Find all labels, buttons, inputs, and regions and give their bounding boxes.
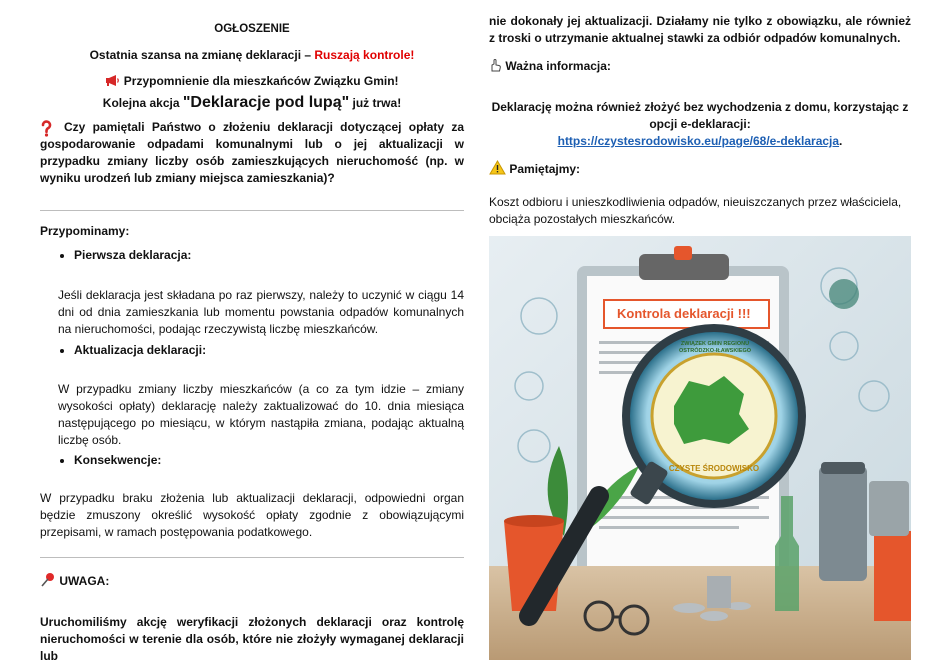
action-line [40,94,464,112]
subtitle-text: Ostatnia szansa na zmianę deklaracji – [89,48,315,62]
separator [40,210,464,211]
para-first: Jeśli deklaracja jest składana po raz pierwszy, należy to uczynić w ciągu 14 dni od dnia zamieszkania lub momentu powstania odpadów komunalnych na nieruchomości, podając rzeczywistą liczbę mieszkańców. [58,288,464,336]
action-pre: Kolejna akcja [102,96,183,110]
edeclaration-link[interactable]: https://czystesrodowisko.eu/page/68/e-deklaracja [557,134,840,148]
remember-line [489,160,580,178]
cost-text: Koszt odbioru i unieszkodliwienia odpadów, nieuiszczanych przez właściciela, obciąża pozostałych mieszkańców. [489,195,902,226]
edeclaration-block [489,99,911,150]
bullet-first-label: • Pierwsza deklaracja: [74,247,498,264]
important-line [489,59,611,75]
question-block [40,119,464,187]
para-verification: Uruchomiliśmy akcję weryfikacji złożonych deklaracji oraz kontrolę nieruchomości w terenie dla osób, które nie złożyły wymaganej deklaracji lub [40,615,464,663]
banner-text: Kontrola deklaracji !!! [617,306,751,321]
important-text: Ważna informacja: [505,59,611,73]
reminders-title: Przypominamy: [40,224,130,238]
reminder-text: Przypomnienie dla mieszkańców Związku Gmin! [123,74,399,88]
uwaga-text: UWAGA: [59,574,110,588]
megaphone-icon [105,74,120,90]
announcement-heading: OGŁOSZENIE [214,23,290,35]
para-update: W przypadku zmiany liczby mieszkańców (a co za tym idzie – zmiany wysokości opłaty) deklarację należy zaktualizować do 10. dnia miesiąca następującego po miesiącu, w którym nastąpiła zmiana, podając aktualną liczbę osób. [58,382,464,447]
remember-text: Pamiętajmy: [509,162,581,176]
uwaga-line [40,572,109,590]
bullet-consequences-label: • Konsekwencje: [74,452,498,469]
separator [40,557,464,558]
pointing-hand-icon [489,59,502,75]
logo-ring-text: ZWIĄZEK GMIN REGIONU OSTRÓDZKO-IŁAWSKIEGO [678,341,752,354]
link-dot: . [839,134,843,148]
logo-brand: CZYSTE ŚRODOWISKO [668,464,760,473]
subtitle-red-text: Ruszają kontrole! [314,48,415,62]
pushpin-icon [40,572,56,590]
edeclaration-text: Deklarację można również złożyć bez wychodzenia z domu, korzystając z opcji e-deklaracji: [491,100,909,131]
action-name: "Deklaracje pod lupą" [182,94,350,111]
para-continuation: nie dokonały jej aktualizacji. Działamy nie tylko z obowiązku, ale również z troski o utrzymanie aktualnej stawki za odbiór odpadów komunalnych. [489,14,911,45]
warning-icon [489,160,506,178]
illustration-svg [489,236,911,660]
question-text: Czy pamiętali Państwo o złożeniu deklaracji dotyczącej opłaty za gospodarowanie odpadami komunalnymi lub o jej aktualizacji w przypadku zmiany liczby osób zamieszkujących nieruchomość (np. w wyniku urodzeń lub zmiany miejsca zamieszkania)? [40,120,464,185]
bullet-update-label: • Aktualizacja deklaracji: [74,342,498,359]
bullet-consequences [40,452,498,469]
illustration [489,236,911,660]
edeclaration-link-line [489,133,911,150]
question-icon [40,120,53,140]
subtitle [40,48,464,62]
reminder-line [40,74,464,90]
bullet-first [40,247,498,264]
para-consequences: W przypadku braku złożenia lub aktualizacji deklaracji, odpowiedni organ będzie zmuszony określić wysokość opłaty zgodnie z obowiązującymi przepisami, w ramach postępowania podatkowego. [40,491,464,539]
action-post: już trwa! [349,96,402,110]
bullet-update [40,342,498,359]
